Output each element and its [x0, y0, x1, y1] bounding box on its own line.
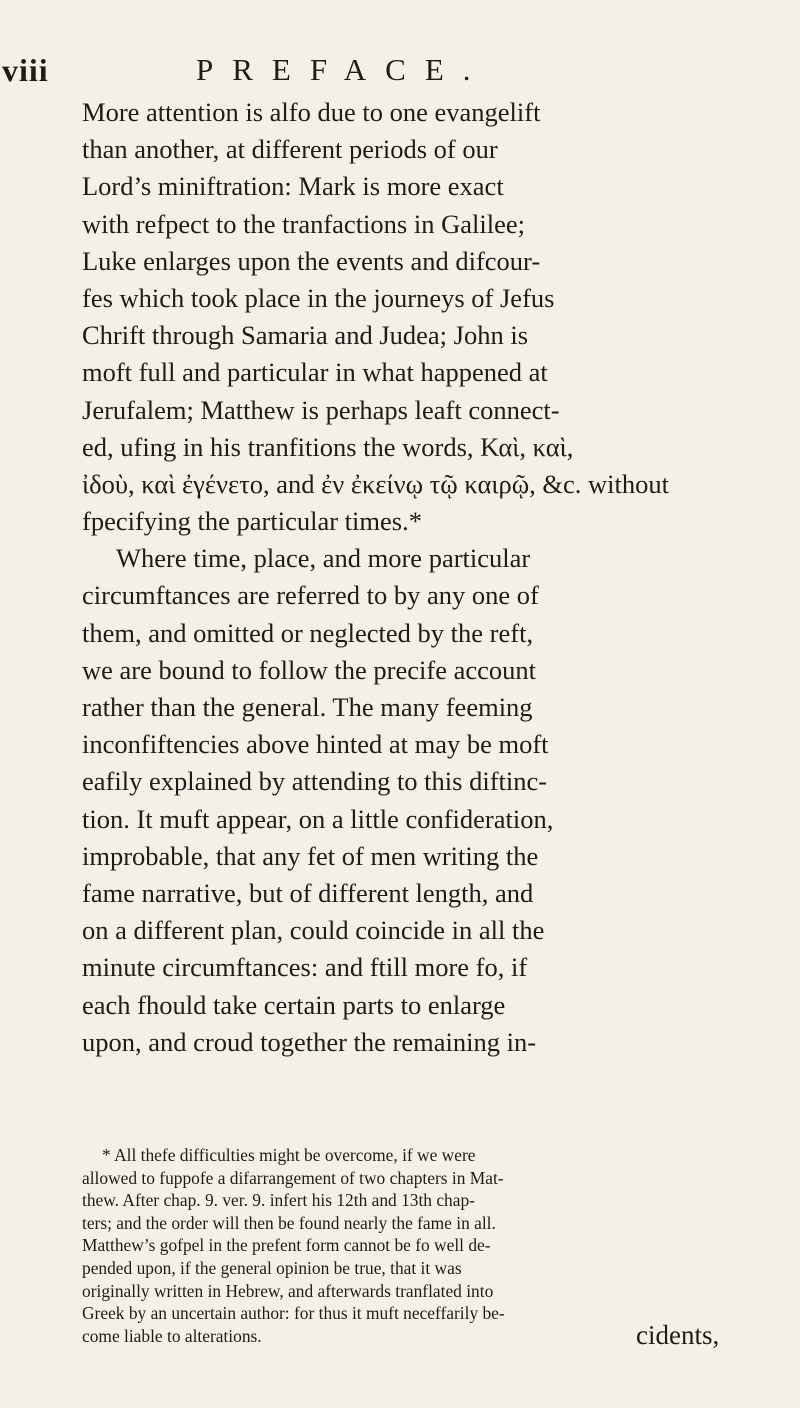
text-line: ed, ufing in his tranfitions the words, Καὶ, καὶ, — [82, 431, 574, 462]
text-line: with refpect to the tranfactions in Galilee; — [82, 208, 525, 239]
text-line: them, and omitted or neglected by the reft, — [82, 617, 534, 648]
footnote-line: * All thefe difficulties might be overcome, if we were — [102, 1145, 476, 1165]
text-line: moft full and particular in what happened at — [82, 357, 548, 388]
text-line: each fhould take certain parts to enlarge — [82, 989, 506, 1020]
footnote-line: pended upon, if the general opinion be true, that it was — [82, 1257, 462, 1278]
text-line: fpecifying the particular times.* — [82, 506, 422, 537]
catchword: cidents, — [636, 1320, 720, 1350]
footnote-line: allowed to fuppofe a difarrangement of two chapters in Mat- — [82, 1167, 504, 1188]
footnote — [82, 1144, 772, 1347]
text-line: eafily explained by attending to this diftinc- — [82, 766, 548, 797]
text-line: rather than the general. The many feeming — [82, 692, 533, 722]
text-line: Jerufalem; Matthew is perhaps leaft connect- — [82, 394, 560, 425]
footnote-line: ters; and the order will then be found nearly the fame in all. — [82, 1212, 496, 1233]
text-line: upon, and croud together the remaining in- — [82, 1026, 537, 1057]
footnote-line: originally written in Hebrew, and afterwards tranflated into — [82, 1280, 494, 1301]
text-line: fes which took place in the journeys of Jefus — [82, 282, 555, 313]
text-line: than another, at different periods of our — [82, 134, 498, 165]
text-line: minute circumftances: and ftill more fo, if — [82, 952, 528, 983]
footnote-line: thew. After chap. 9. ver. 9. infert his 12th and 13th chap- — [82, 1190, 475, 1211]
body-text — [82, 94, 768, 1061]
footnote-line: Matthew’s gofpel in the prefent form cannot be fo well de- — [82, 1235, 491, 1256]
text-line: fame narrative, but of different length, and — [82, 877, 534, 908]
text-line: Luke enlarges upon the events and difcour- — [82, 245, 541, 276]
text-line: inconfiftencies above hinted at may be moft — [82, 729, 549, 760]
text-line: we are bound to follow the precife account — [82, 654, 536, 685]
page-number: viii — [2, 52, 49, 88]
text-line: ἰδοὺ, καὶ ἐγένετο, and ἐν ἐκείνῳ τῷ καιρῷ, &c. without — [82, 468, 669, 499]
text-line: tion. It muft appear, on a little confideration, — [82, 803, 554, 834]
text-line: Lord’s miniftration: Mark is more exact — [82, 171, 504, 202]
text-line: More attention is alfo due to one evangelift — [82, 97, 541, 127]
text-line: Chrift through Samaria and Judea; John is — [82, 320, 529, 351]
footnote-line: Greek by an uncertain author: for thus it muft neceffarily be- — [82, 1303, 505, 1324]
page-header — [0, 0, 800, 100]
text-line: Where time, place, and more particular — [116, 543, 531, 574]
text-line: circumftances are referred to by any one of — [82, 580, 539, 611]
footnote-line: come liable to alterations. — [82, 1325, 262, 1346]
running-head: PREFACE. — [196, 52, 490, 87]
text-line: improbable, that any fet of men writing the — [82, 840, 539, 871]
text-line: on a different plan, could coincide in all the — [82, 915, 545, 946]
